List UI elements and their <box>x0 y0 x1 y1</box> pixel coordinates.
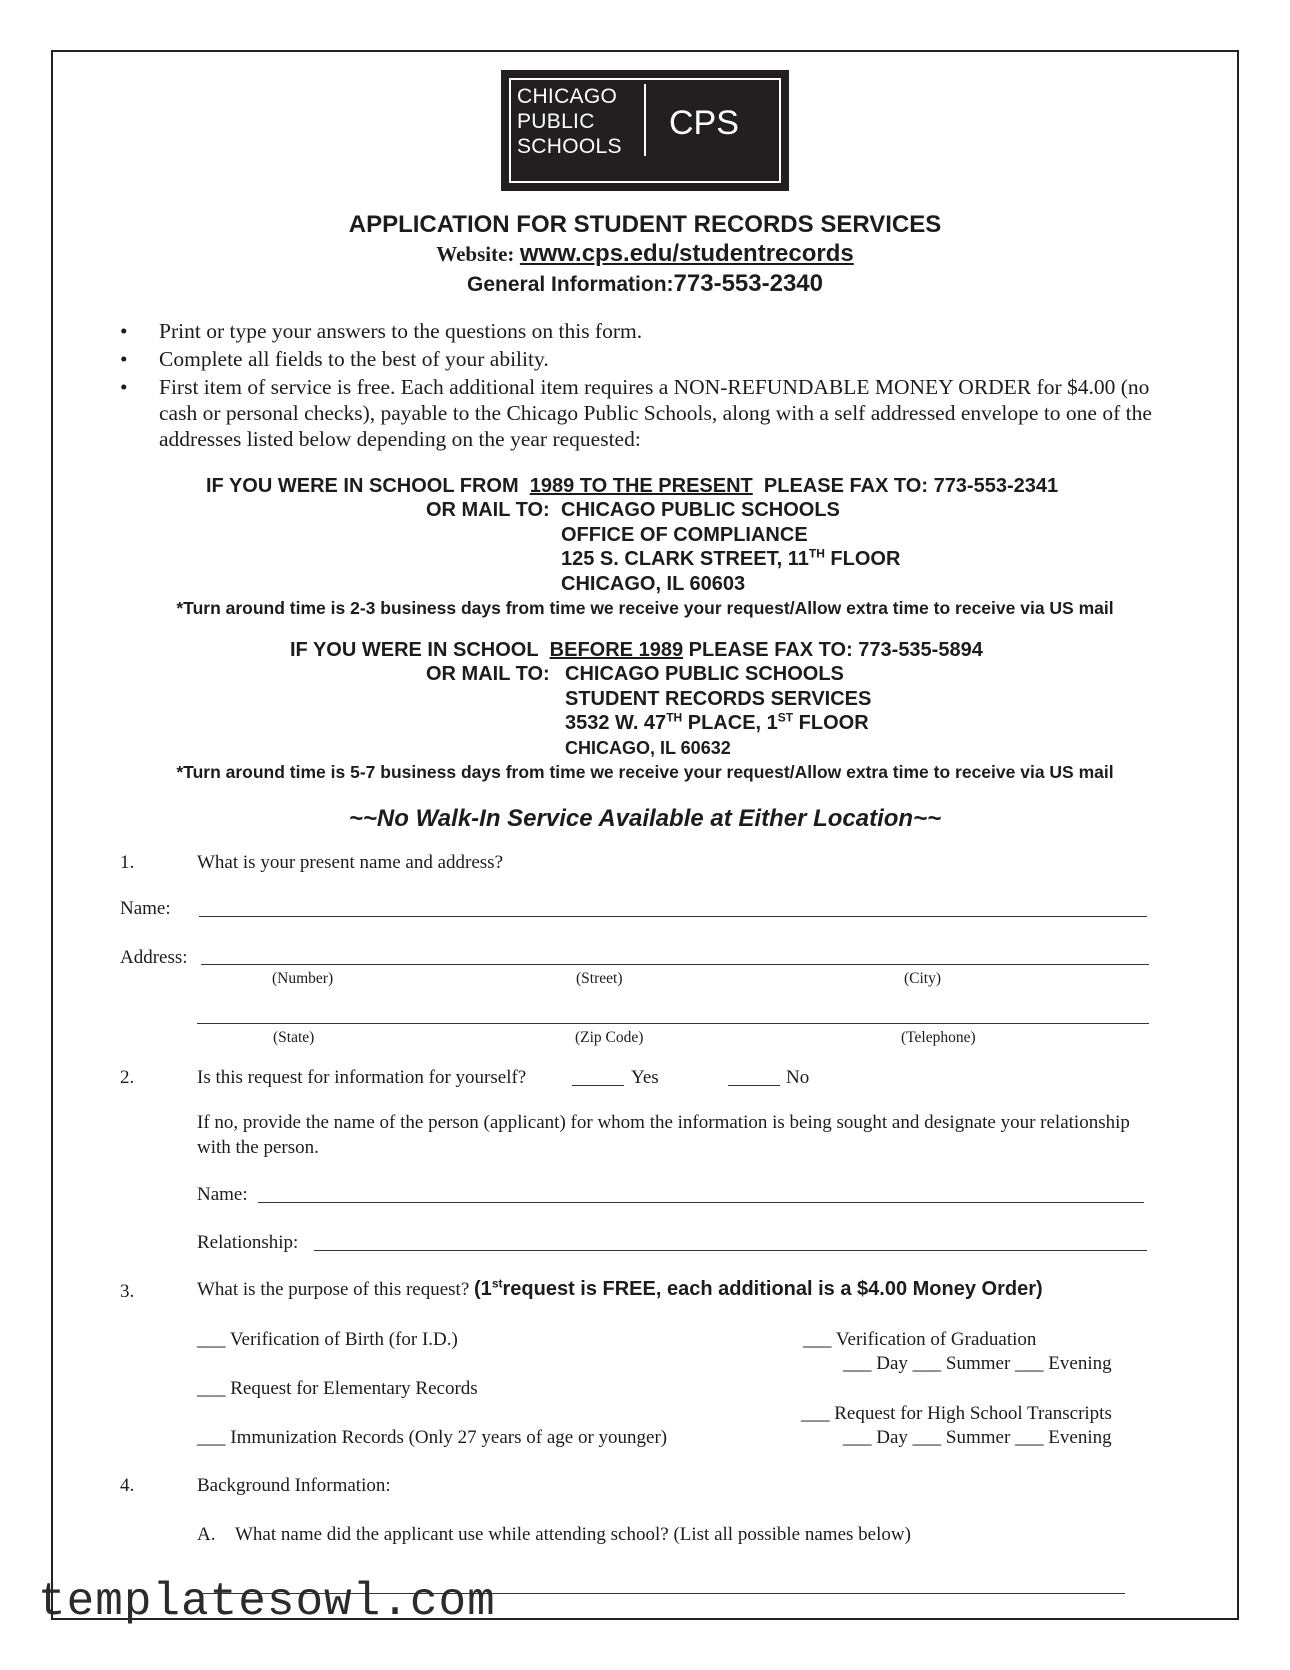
q1-sub-state: (State) <box>273 1029 315 1046</box>
q3-option-graduation[interactable]: ___ Verification of Graduation <box>803 1329 1037 1350</box>
general-info <box>0 270 1290 298</box>
q1-name-label: Name: <box>120 898 171 919</box>
general-info-label: General Information: <box>467 273 674 296</box>
office2-mail-label: OR MAIL TO: <box>426 663 550 685</box>
q2-relationship-label: Relationship: <box>197 1232 299 1253</box>
q3-graduation-sessions[interactable]: ___ Day ___ Summer ___ Evening <box>843 1353 1112 1374</box>
q2-no-label: No <box>786 1067 810 1088</box>
office2-header: IF YOU WERE IN SCHOOL BEFORE 1989 PLEASE FAX TO: 773-535-5894 <box>290 639 983 661</box>
q2-yes-blank[interactable] <box>572 1085 624 1086</box>
q4a-label: A. <box>197 1524 216 1545</box>
q4-text: Background Information: <box>197 1475 391 1496</box>
q3-number: 3. <box>120 1281 135 1302</box>
q1-address-label: Address: <box>120 947 188 968</box>
website-line <box>0 240 1290 268</box>
q3-text: What is the purpose of this request? (1strequest is FREE, each additional is a $4.00 Money Order) <box>197 1276 1043 1300</box>
q1-address-field-2[interactable] <box>197 1023 1149 1024</box>
q4a-text: What name did the applicant use while attending school? (List all possible names below) <box>235 1524 911 1545</box>
instructions-list <box>120 318 1170 454</box>
office2-address: CHICAGO PUBLIC SCHOOLS STUDENT RECORDS SERVICES 3532 W. 47TH PLACE, 1ST FLOOR CHICAGO, IL 60632 <box>565 663 872 758</box>
q1-address-field[interactable] <box>201 964 1149 965</box>
website-label: Website: <box>436 242 515 266</box>
q1-sub-city: (City) <box>904 970 942 987</box>
list-item: • First item of service is free. Each additional item requires a NON-REFUNDABLE MONEY ORDER for $4.00 (no cash or personal checks), payable to the Chicago Public Schools, along with a self addressed envelope to one of the addresses listed below depending on the year requested: <box>120 375 1152 451</box>
q2-no-blank[interactable] <box>728 1085 780 1086</box>
form-title: APPLICATION FOR STUDENT RECORDS SERVICES <box>348 211 942 238</box>
q2-relationship-field[interactable] <box>314 1250 1147 1251</box>
office1-mail-label: OR MAIL TO: <box>426 499 550 521</box>
q4-number: 4. <box>120 1475 135 1496</box>
no-walkin-notice: ~~No Walk-In Service Available at Either Location~~ <box>348 805 942 832</box>
q1-name-field[interactable] <box>199 916 1147 917</box>
cps-logo <box>501 70 789 191</box>
logo-line2: PUBLIC <box>517 110 595 133</box>
list-item: • Print or type your answers to the questions on this form. <box>120 319 643 343</box>
list-item: • Complete all fields to the best of your ability. <box>120 347 549 371</box>
q3-option-transcripts[interactable]: ___ Request for High School Transcripts <box>801 1403 1112 1424</box>
q2-yes-label: Yes <box>631 1067 659 1088</box>
q1-text: What is your present name and address? <box>197 852 504 873</box>
q2-number: 2. <box>120 1067 135 1088</box>
q1-sub-zip: (Zip Code) <box>575 1029 644 1046</box>
logo-abbr: CPS <box>669 104 739 142</box>
q1-sub-number: (Number) <box>272 970 334 987</box>
office1-address: CHICAGO PUBLIC SCHOOLS OFFICE OF COMPLIANCE 125 S. CLARK STREET, 11TH FLOOR CHICAGO, IL 60603 <box>561 499 901 595</box>
q2-text: Is this request for information for yourself? <box>197 1067 527 1088</box>
q2-ifno-text: If no, provide the name of the person (applicant) for whom the information is being sought and designate your relationship with the person. <box>197 1112 1130 1158</box>
office1-note: *Turn around time is 2-3 business days from time we receive your request/Allow extra time to receive via US mail <box>176 598 1114 618</box>
watermark: templatesowl.com <box>38 1576 496 1628</box>
q3-transcript-sessions[interactable]: ___ Day ___ Summer ___ Evening <box>843 1427 1112 1448</box>
q3-option-birth[interactable]: ___ Verification of Birth (for I.D.) <box>197 1329 458 1350</box>
q2-name-label: Name: <box>197 1184 248 1205</box>
q1-sub-telephone: (Telephone) <box>901 1029 976 1046</box>
q3-option-elementary[interactable]: ___ Request for Elementary Records <box>197 1378 478 1399</box>
office1-header: IF YOU WERE IN SCHOOL FROM 1989 TO THE PRESENT PLEASE FAX TO: 773-553-2341 <box>206 475 1059 497</box>
logo-line1: CHICAGO <box>517 85 618 108</box>
q2-name-field[interactable] <box>258 1202 1144 1203</box>
logo-line3: SCHOOLS <box>517 135 622 158</box>
q3-option-immunization[interactable]: ___ Immunization Records (Only 27 years of age or younger) <box>197 1427 668 1448</box>
website-link[interactable]: www.cps.edu/studentrecords <box>519 240 854 267</box>
q1-number: 1. <box>120 852 135 873</box>
office2-note: *Turn around time is 5-7 business days from time we receive your request/Allow extra time to receive via US mail <box>176 762 1114 782</box>
general-info-phone: 773-553-2340 <box>673 270 823 297</box>
q1-sub-street: (Street) <box>576 970 623 987</box>
